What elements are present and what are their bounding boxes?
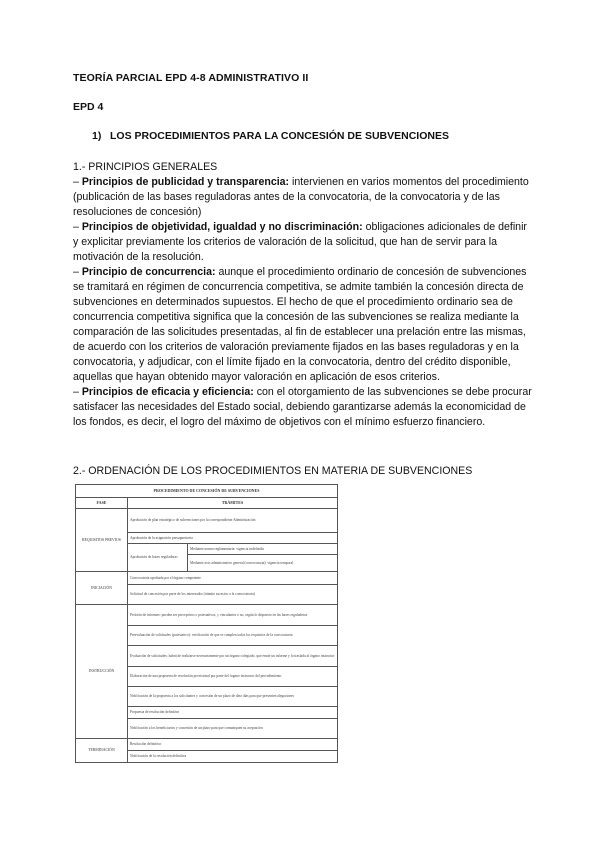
- principle-dash: –: [73, 221, 79, 233]
- table-cell: Evaluación de solicitudes: habrá de realizarse necesariamente por un órgano colegiado, que emite un informe y lo traslada al órgano instructor: [128, 646, 338, 667]
- principle-text: obligaciones adicionales de definir y explicitar previamente los criterios de valoración de la solicitud, que han de servir para la motivación de la resolución.: [73, 221, 527, 263]
- table-cell: Aprobación de la asignación presupuestaria: [128, 533, 338, 544]
- phase-iniciacion: INICIACIÓN: [76, 572, 128, 605]
- section-1-number: 1): [92, 130, 102, 142]
- table-cell: Aprobación de plan estratégico de subvenciones por la correspondiente Administración: [128, 509, 338, 533]
- table-cell: Resolución definitiva: [128, 739, 338, 751]
- table-cell: Notificación de la propuesta a los solicitantes y concesión de un plazo de diez días para que presenten alegaciones: [128, 687, 338, 707]
- procedure-table: [75, 484, 338, 763]
- subsection-2-title: 2.- ORDENACIÓN DE LOS PROCEDIMIENTOS EN MATERIA DE SUBVENCIONES: [73, 465, 473, 477]
- principle-label: Principios de objetividad, igualdad y no discriminación:: [81, 221, 363, 233]
- table-cell: Mediante norma reglamentaria: vigencia indefinida: [188, 544, 338, 555]
- epd-heading: EPD 4: [73, 101, 104, 113]
- table-cell: Notificación a los beneficiarios y concesión de un plazo para que comuniquen su aceptación: [128, 719, 338, 739]
- phase-requisitos: REQUISITOS PREVIOS: [76, 509, 128, 572]
- principle-dash: –: [73, 176, 79, 188]
- principle-label: Principios de eficacia y eficiencia:: [81, 386, 254, 398]
- table-header-steps: TRÁMITES: [128, 497, 338, 509]
- principle-paragraph: [73, 385, 533, 430]
- table-header-phase: FASE: [76, 497, 128, 509]
- table-cell: Convocatoria aprobada por el órgano competente: [128, 572, 338, 585]
- principle-text: aunque el procedimiento ordinario de concesión de subvenciones se tramitará en régimen de concurrencia competitiva, se admite también la concesión directa de subvenciones en determinados supuestos. El hecho de que el procedimiento ordinario sea de concurrencia competitiva significa que la concesión de las subvenciones se realiza mediante la comparación de las solicitudes presentadas, al fin de establecer una prelación entre las mismas, de acuerdo con los criterios de valoración previamente fijados en las bases reguladoras y en la convocatoria, y adjudicar, con el límite fijado en la convocatoria, dentro del crédito disponible, aquellas que hayan obtenido mayor valoración en aplicación de esos criterios.: [73, 266, 527, 383]
- phase-instruccion: INSTRUCCIÓN: [76, 605, 128, 739]
- principle-dash: –: [73, 266, 79, 278]
- table-cell: Aprobación de bases reguladoras: [128, 544, 188, 572]
- principle-paragraph: [73, 220, 533, 265]
- principle-label: Principio de concurrencia:: [81, 266, 216, 278]
- principle-paragraph: [73, 265, 533, 385]
- table-cell: Solicitud de concesión por parte de los interesados (trámite sucesivo a la convocatoria): [128, 585, 338, 605]
- table-cell: Propuesta de resolución definitiva: [128, 707, 338, 719]
- table-cell: Elaboración de una propuesta de resolución provisional por parte del órgano instructor del procedimiento: [128, 667, 338, 687]
- table-cell: Notificación de la resolución definitiva: [128, 751, 338, 763]
- phase-terminacion: TERMINACIÓN: [76, 739, 128, 763]
- principle-text: con el otorgamiento de las subvenciones se debe procurar satisfacer las necesidades del Estado social, debiendo garantizarse además la economicidad de los fondos, es decir, el logro del máximo de objetivos con el mínimo esfuerzo financiero.: [73, 386, 532, 428]
- table-cell: Preevaluación de solicitudes (potestativo): verificación de que se cumplen todos los requisitos de la convocatoria: [128, 626, 338, 646]
- section-1-title: LOS PROCEDIMIENTOS PARA LA CONCESIÓN DE SUBVENCIONES: [110, 130, 449, 142]
- subsection-1-title: 1.- PRINCIPIOS GENERALES: [73, 161, 218, 173]
- principle-paragraph: [73, 175, 533, 220]
- table-cell: Mediante acto administrativo general (convocatoria); vigencia temporal: [188, 555, 338, 572]
- principle-label: Principios de publicidad y transparencia:: [81, 176, 290, 188]
- document-title: TEORÍA PARCIAL EPD 4-8 ADMINISTRATIVO II: [73, 72, 309, 84]
- principles-body: [73, 160, 533, 430]
- procedure-table-image: [75, 484, 337, 770]
- table-caption: PROCEDIMIENTO DE CONCESIÓN DE SUBVENCIONES: [76, 485, 338, 498]
- principle-dash: –: [73, 386, 79, 398]
- section-1-heading: [92, 130, 449, 142]
- principle-text: intervienen en varios momentos del procedimiento (publicación de las bases reguladoras antes de la convocatoria, de la convocatoria y de las resoluciones de concesión): [73, 176, 529, 218]
- table-cell: Petición de informes: pueden ser preceptivos o potestativos, y vinculantes o no, según lo dispuesto en las bases reguladoras: [128, 605, 338, 626]
